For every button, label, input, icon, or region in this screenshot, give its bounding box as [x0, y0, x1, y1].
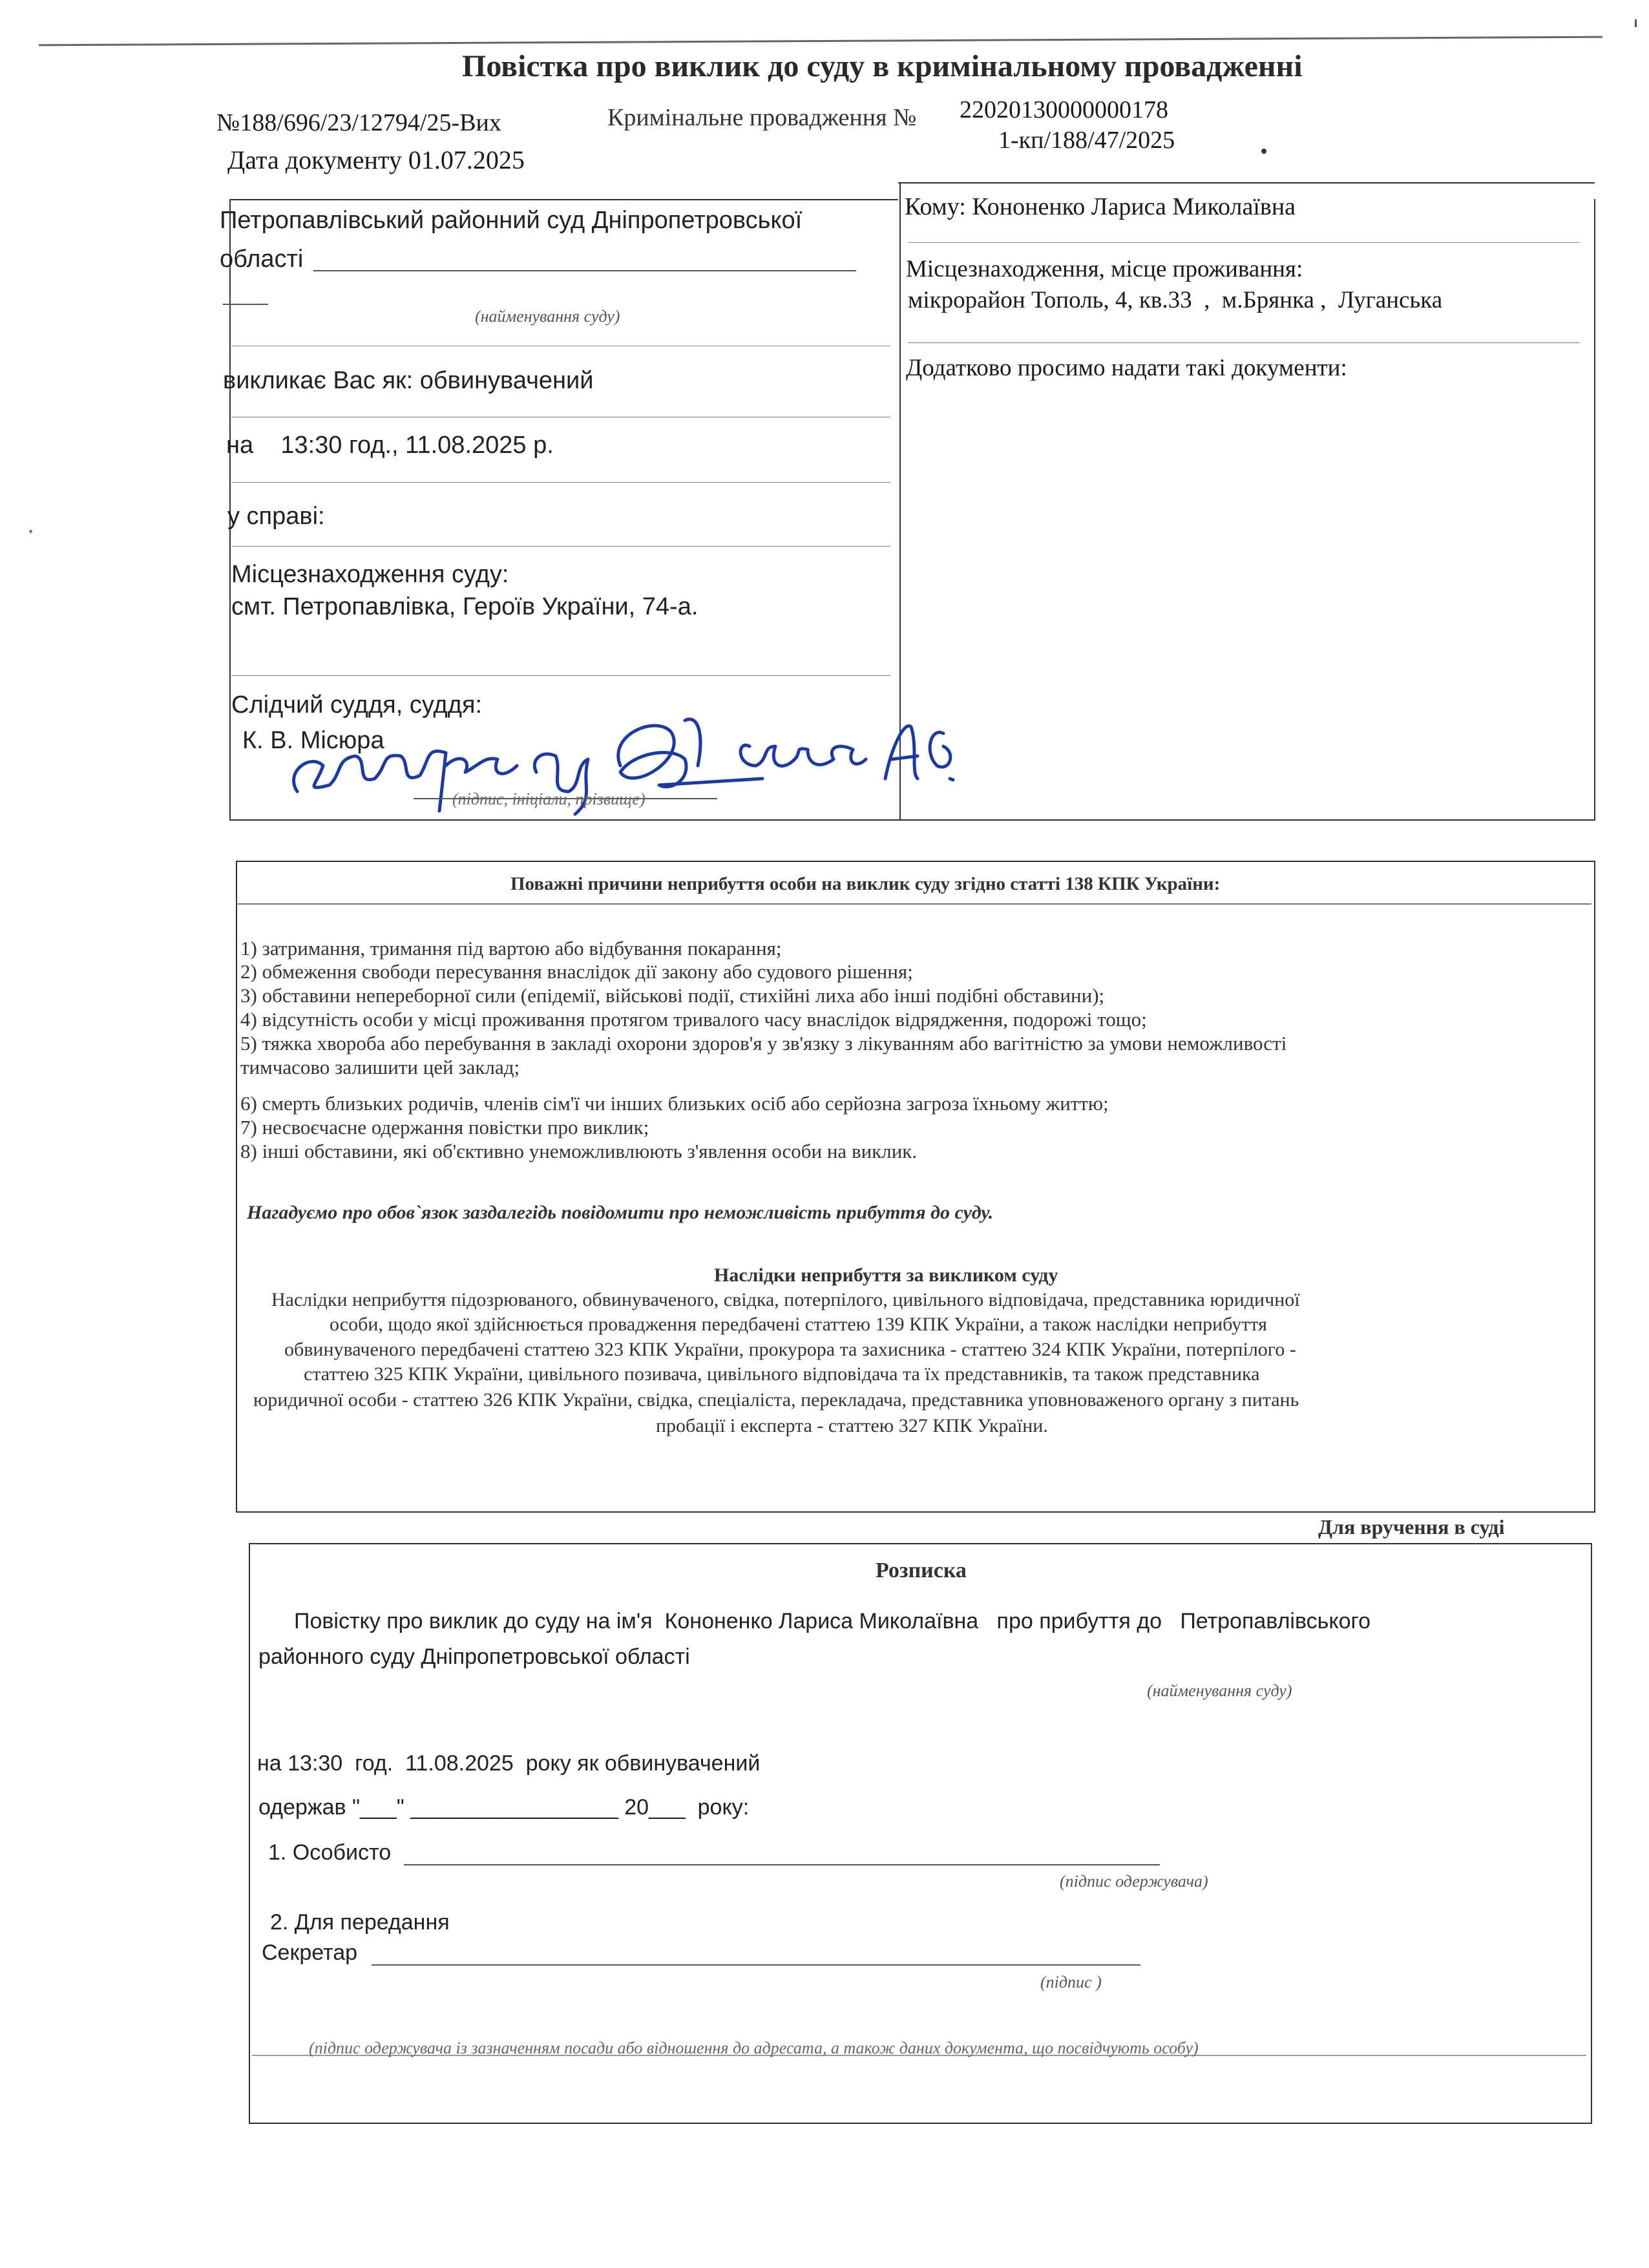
receipt-secretary: Секретар — [262, 1940, 358, 1965]
reasons-inner-line — [238, 903, 1591, 905]
consequences-line: Наслідки неприбуття підозрюваного, обвинуваченого, свідка, потерпілого, цивільного відповідача, представника юридичної — [271, 1289, 1300, 1310]
judge-name: К. В. Місюра — [242, 727, 384, 754]
right-separator-1 — [908, 242, 1580, 243]
reason-item: 4) відсутність особи у місці проживання протягом тривалого часу внаслідок відрядження, подорожі тощо; — [240, 1008, 1147, 1031]
secretary-signature-line — [372, 1964, 1140, 1966]
bottom-hint: (підпис одержувача із зазначенням посади або відношення до адресата, а також даних документа, що посвідчують особу) — [309, 2039, 1199, 2057]
receipt-text-line2: районного суду Дніпропетровської області — [258, 1644, 690, 1669]
summons-box-top-line — [898, 182, 1595, 184]
scan-speck — [1635, 19, 1637, 27]
receipt-received-line: одержав "___" _________________ 20___ року: — [258, 1795, 750, 1820]
court-name-short-line — [223, 304, 268, 305]
case-label: Кримінальне провадження № — [607, 104, 917, 131]
case-field: у справі: — [227, 503, 325, 530]
receipt-text-line1: Повістку про виклик до суду на ім'я Кононенко Лариса Миколаївна про прибуття до Петропавлівського — [294, 1609, 1371, 1633]
signature-hint: (підпис, ініціали, прізвище) — [452, 790, 646, 808]
additional-documents: Додатково просимо надати такі документи: — [906, 355, 1347, 381]
document-number: №188/696/23/12794/25-Вих — [216, 109, 501, 136]
consequences-heading: Наслідки неприбуття за викликом суду — [714, 1265, 1058, 1286]
reason-item: 5) тяжка хвороба або перебування в закладі охорони здоров'я у зв'язку з лікуванням або вагітністю за умови неможливості — [240, 1032, 1287, 1055]
receipt-personally: 1. Особисто — [268, 1840, 392, 1865]
receipt-time-line: на 13:30 год. 11.08.2025 року як обвинувачений — [257, 1751, 761, 1776]
reason-item: 3) обставини непереборної сили (епідемії, військові події, стихійні лиха або інші подібні обставини); — [240, 984, 1105, 1007]
summons-as: викликає Вас як: обвинувачений — [223, 367, 594, 394]
reasons-heading: Поважні причини неприбуття особи на виклик суду згідно статті 138 КПК України: — [510, 874, 1221, 894]
scan-speck — [29, 530, 32, 533]
left-separator-4 — [231, 546, 890, 547]
location-value: мікрорайон Тополь, 4, кв.33 , м.Брянка , Луганська — [908, 287, 1443, 313]
consequences-line: обвинуваченого передбачені статтею 323 КПК України, прокурора та захисника - статтею 324 КПК України, потерпілого - — [284, 1339, 1296, 1360]
document-date: Дата документу 01.07.2025 — [227, 145, 525, 174]
court-name-underline — [313, 270, 856, 271]
appearance-time: на 13:30 год., 11.08.2025 р. — [226, 432, 554, 459]
location-label: Місцезнаходження, місце проживання: — [906, 256, 1303, 282]
consequences-line: статтею 325 КПК України, цивільного позивача, цивільного відповідача та їх представників, та також представника — [304, 1363, 1260, 1385]
secretary-signature-hint: (підпис ) — [1040, 1973, 1102, 1991]
consequences-line: особи, щодо якої здійснюється провадження передбачені статтею 139 КПК України, а також наслідки неприбуття — [330, 1314, 1267, 1335]
for-court-label: Для вручення в суді — [1318, 1515, 1505, 1538]
personally-signature-line — [404, 1864, 1160, 1865]
consequences-line: пробації і експерта - статтею 327 КПК України. — [656, 1415, 1048, 1436]
court-name-hint: (найменування суду) — [475, 307, 620, 326]
court-address: смт. Петропавлівка, Героїв України, 74-а. — [231, 593, 698, 620]
left-separator-5 — [231, 675, 890, 676]
recipient-name: Кому: Кононенко Лариса Миколаївна — [905, 193, 1296, 220]
reason-item: 1) затримання, тримання під вартою або відбування покарання; — [240, 937, 782, 960]
reason-item: 8) інші обставини, які об'єктивно унеможливлюють з'явлення особи на виклик. — [240, 1140, 918, 1162]
reason-item: 7) несвоєчасне одержання повістки про виклик; — [240, 1116, 649, 1139]
receipt-title: Розписка — [876, 1559, 967, 1582]
court-name-line2: області — [220, 246, 304, 273]
document-title: Повістка про виклик до суду в кримінальному провадженні — [462, 49, 1303, 83]
consequences-line: юридичної особи - статтею 326 КПК України, свідка, спеціаліста, перекладача, представника уповноваженого органу з питань — [253, 1389, 1299, 1411]
reminder-text: Нагадуємо про обов`язок заздалегідь повідомити про неможливість прибуття до суду. — [247, 1202, 994, 1223]
judge-label: Слідчий суддя, суддя: — [231, 691, 483, 719]
court-name-line1: Петропавлівський районний суд Дніпропетровської — [220, 207, 803, 234]
recipient-signature-hint: (підпис одержувача) — [1060, 1872, 1208, 1891]
left-separator-3 — [231, 482, 890, 483]
summons-box-top-line-left — [229, 199, 898, 200]
court-location-label: Місцезнаходження суду: — [231, 561, 509, 588]
reason-item: 2) обмеження свободи пересування внаслідок дії закону або судового рішення; — [240, 960, 913, 983]
reason-item: 6) смерть близьких родичів, членів сім'ї чи інших близьких осіб або серйозна загроза їхньому життю; — [240, 1092, 1109, 1115]
reason-item: тимчасово залишити цей заклад; — [240, 1056, 520, 1078]
receipt-for-transfer: 2. Для передання — [270, 1910, 450, 1935]
scan-edge-line — [39, 36, 1602, 47]
proceeding-number: 1-кп/188/47/2025 — [998, 127, 1175, 154]
receipt-court-hint: (найменування суду) — [1147, 1681, 1292, 1700]
ink-dot — [1261, 149, 1266, 154]
case-number: 22020130000000178 — [960, 96, 1168, 123]
right-separator-2 — [908, 342, 1580, 343]
